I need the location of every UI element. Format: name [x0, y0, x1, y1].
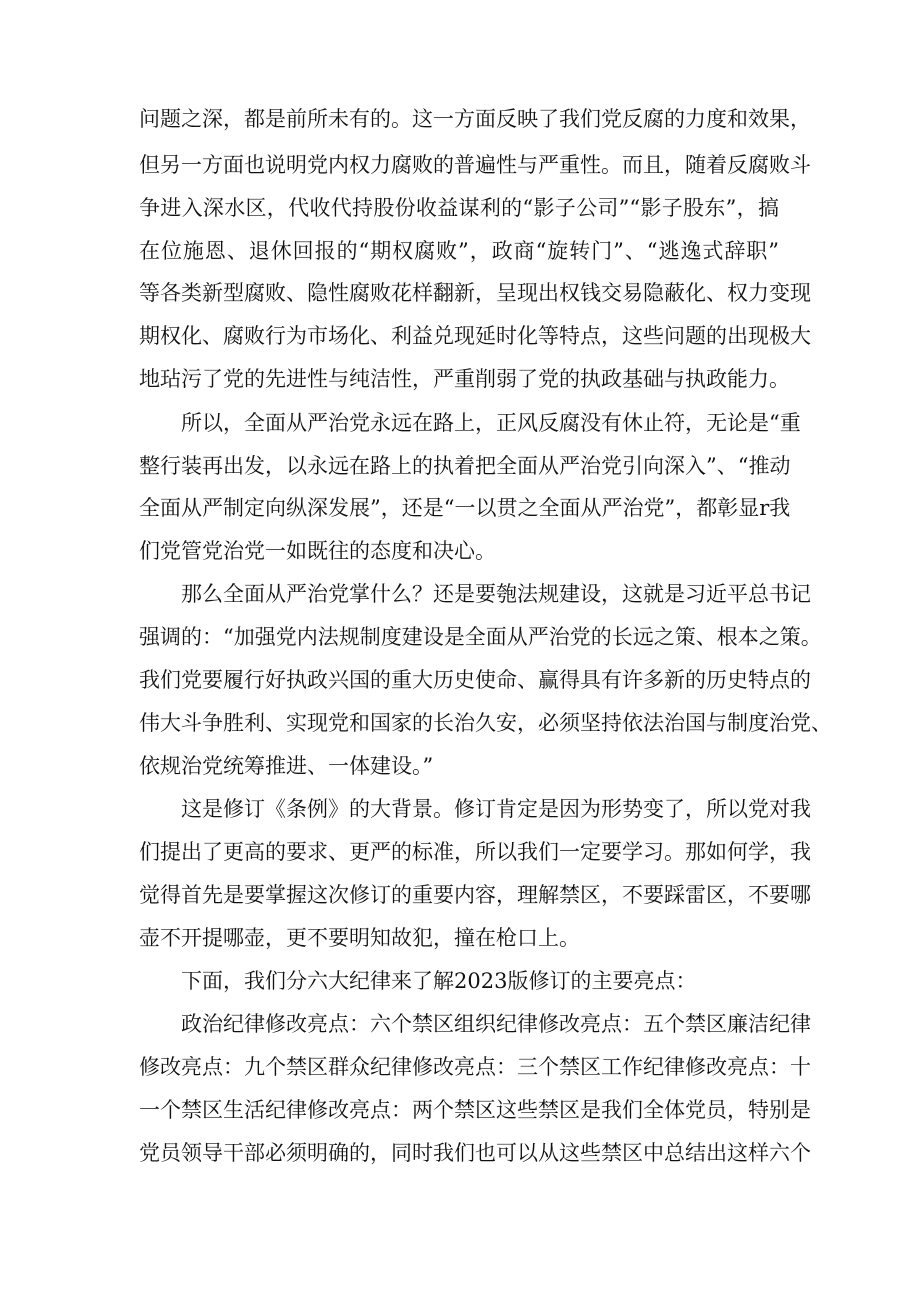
text-line: 强调的：“加强党内法规制度建设是全面从严治党的长远之策、根本之策。 — [139, 625, 822, 649]
text-line: 整行装再出发，以永远在路上的执着把全面从严治党引向深入”、“推动 — [139, 454, 791, 478]
text-line: 我们党要履行好执政兴国的重大历史使命、赢得具有许多新的历史特点的 — [139, 668, 811, 692]
text-line: 们党管党治党一如既往的态度和决心。 — [139, 539, 496, 563]
text-line: 们提出了更高的要求、更严的标准，所以我们一定要学习。那如何学，我 — [139, 840, 811, 864]
text-line: 依规治党统筹推进、一体建设。” — [139, 754, 434, 778]
text-line: 期权化、腐败行为市场化、利益兑现延时化等特点，这些问题的出现极大 — [139, 324, 811, 348]
text-line: 问题之深，都是前所未有的。这一方面反映了我们党反腐的力度和效果， — [139, 107, 811, 131]
text-line: 所以，全面从严治党永远在路上，正风反腐没有休止符，无论是“重 — [181, 411, 801, 435]
text-line: 那么全面从严治党掌什么？还是要匏法规建设，这就是习近平总书记 — [181, 582, 811, 606]
text-line: 伟大斗争胜利、实现党和国家的长治久安，必须坚持依法治国与制度治党、 — [139, 711, 832, 735]
text-line: 觉得首先是要掌握这次修订的重要内容，理解禁区，不要踩雷区，不要哪 — [139, 883, 811, 907]
text-line: 地玷污了党的先进性与纯洁性，严重削弱了党的执政基础与执政能力。 — [139, 367, 790, 391]
text-line: 下面，我们分六大纪律来了解2023版修订的主要亮点： — [181, 969, 697, 993]
text-line: 等各类新型腐败、隐性腐败花样翻新，呈现出权钱交易隐蔽化、权力变现 — [139, 281, 811, 305]
text-line: 修改亮点：九个禁区群众纪律修改亮点：三个禁区工作纪律修改亮点：十 — [139, 1055, 811, 1079]
text-line: 政治纪律修改亮点：六个禁区组织纪律修改亮点：五个禁区廉洁纪律 — [181, 1012, 811, 1036]
text-line: 这是修订《条例》的大背景。修订肯定是因为形势变了，所以党对我 — [181, 797, 811, 821]
text-line: 壶不开提哪壶，更不要明知故犯，撞在枪口上。 — [139, 926, 580, 950]
text-line: 在位施恩、退休回报的“期权腐败”，政商“旋转门”、“逃逸式辞职” — [139, 239, 779, 263]
text-line: 全面从严制定向纵深发展”，还是“一以贯之全面从严治党”，都彰显r我 — [139, 496, 791, 520]
text-line: 一个禁区生活纪律修改亮点：两个禁区这些禁区是我们全体党员，特别是 — [139, 1098, 811, 1122]
text-line: 争进入深水区，代收代持股份收益谋利的“影子公司”“影子股东”，搞 — [139, 196, 779, 220]
text-line: 但另一方面也说明党内权力腐败的普遍性与严重性。而且，随着反腐败斗 — [139, 153, 811, 177]
text-line: 党员领导干部必须明确的，同时我们也可以从这些禁区中总结出这样六个 — [139, 1141, 811, 1165]
